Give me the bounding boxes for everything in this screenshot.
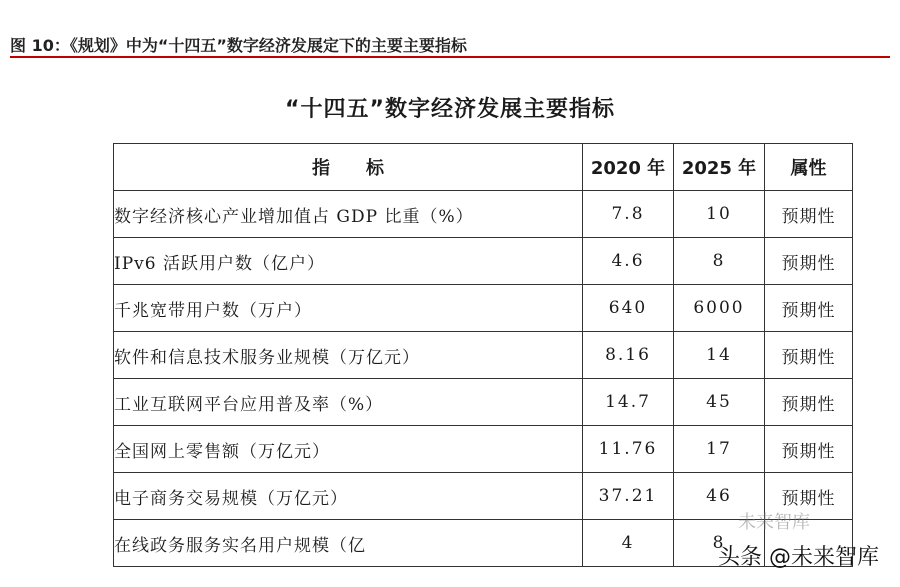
watermark-logo: 未来智库 xyxy=(738,512,810,533)
indicator-name: 软件和信息技术服务业规模（万亿元） xyxy=(114,332,583,379)
attribute: 预期性 xyxy=(765,426,853,473)
indicator-name: IPv6 活跃用户数（亿户） xyxy=(114,238,583,285)
value-2025: 45 xyxy=(674,379,765,426)
value-2020: 640 xyxy=(583,285,674,332)
indicator-name: 千兆宽带用户数（万户） xyxy=(114,285,583,332)
value-2020: 4.6 xyxy=(583,238,674,285)
attribute: 预期性 xyxy=(765,332,853,379)
indicator-name: 数字经济核心产业增加值占 GDP 比重（%） xyxy=(114,191,583,238)
value-2020: 8.16 xyxy=(583,332,674,379)
value-2020: 11.76 xyxy=(583,426,674,473)
attribute: 预期性 xyxy=(765,238,853,285)
value-2020: 14.7 xyxy=(583,379,674,426)
metrics-table xyxy=(113,143,853,567)
attribute: 预期性 xyxy=(765,379,853,426)
table-title: “十四五”数字经济发展主要指标 xyxy=(285,97,615,122)
table-row xyxy=(114,379,853,426)
header-2020: 2020 年 xyxy=(583,144,674,191)
value-2020: 37.21 xyxy=(583,473,674,520)
value-2025: 10 xyxy=(674,191,765,238)
header-indicator: 指 标 xyxy=(114,144,583,191)
value-2025: 14 xyxy=(674,332,765,379)
header-2025: 2025 年 xyxy=(674,144,765,191)
value-2025: 8 xyxy=(674,238,765,285)
indicator-name: 在线政务服务实名用户规模（亿 xyxy=(114,520,583,567)
value-2025: 6000 xyxy=(674,285,765,332)
value-2020: 4 xyxy=(583,520,674,567)
value-2025: 17 xyxy=(674,426,765,473)
header-attribute: 属性 xyxy=(765,144,853,191)
table-row xyxy=(114,191,853,238)
value-2025: 46 xyxy=(674,473,765,520)
indicator-name: 电子商务交易规模（万亿元） xyxy=(114,473,583,520)
value-2020: 7.8 xyxy=(583,191,674,238)
watermark-text: 头条 @未来智库 xyxy=(718,545,879,570)
table-row xyxy=(114,332,853,379)
indicator-name: 全国网上零售额（万亿元） xyxy=(114,426,583,473)
table-row xyxy=(114,285,853,332)
attribute: 预期性 xyxy=(765,191,853,238)
attribute: 预期性 xyxy=(765,285,853,332)
attribute: 预期性 xyxy=(765,473,853,520)
table-header-row xyxy=(114,144,853,191)
table-row xyxy=(114,238,853,285)
value-2025: 8 xyxy=(674,520,765,567)
caption-divider xyxy=(10,56,890,58)
indicator-name: 工业互联网平台应用普及率（%） xyxy=(114,379,583,426)
figure-caption: 图 10：《规划》中为“十四五”数字经济发展定下的主要主要指标 xyxy=(10,36,467,55)
table-row xyxy=(114,426,853,473)
